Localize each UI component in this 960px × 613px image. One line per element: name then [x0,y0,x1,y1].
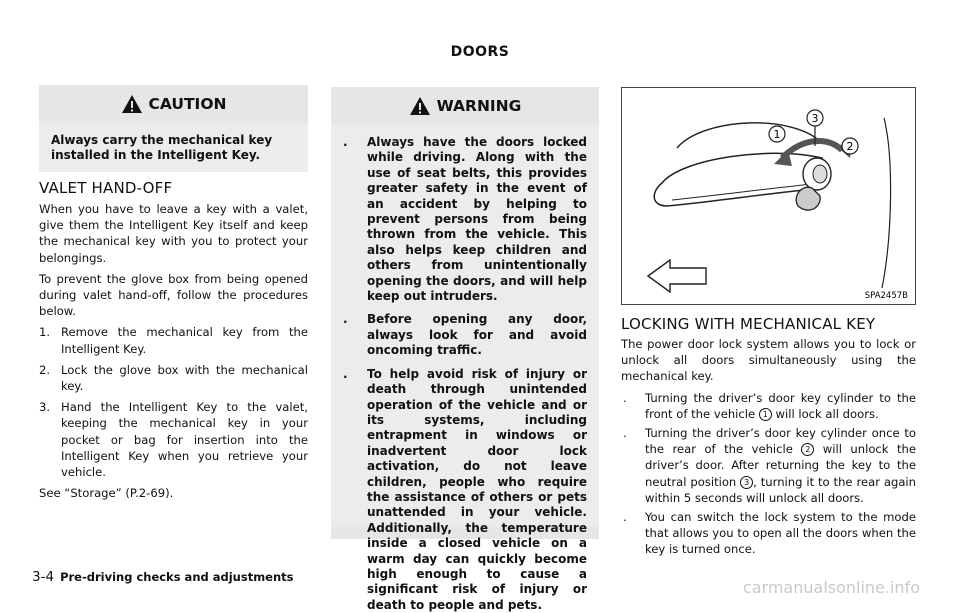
callout-1 [769,126,785,142]
section-title: Pre-driving checks and adjustments [60,570,294,584]
valet-section [39,179,308,506]
locking-bullets [621,390,916,558]
list-item: . To help avoid risk of injury or death through unintended operation of the vehicle and or its systems, including entrapment in windows or inadvertent door lock activation, do not leave children, people who require the assistance of others or pets unattended in your vehicle. Additionally, the temperature inside a closed vehicle on a warm day can quickly become high enough to cause a significant risk of injury or death to people and pets. [343,366,587,612]
warning-box [331,87,599,612]
warning-list [337,135,587,613]
valet-para-1: When you have to leave a key with a valet, give them the Intelligent Key itself and keep the mechanical key with you to protect your belongings. [39,202,308,265]
valet-heading: VALET HAND-OFF [39,179,173,197]
list-item: . Turning the driver’s door key cylinder to the front of the vehicle 1 will lock all doors. [623,390,916,421]
locking-section [621,315,916,561]
list-item: . You can switch the lock system to the mode that allows you to open all the doors when the key is turned once. [623,510,916,557]
callout-2 [842,138,858,154]
callout-ref: 3 [740,476,753,489]
locking-heading: LOCKING WITH MECHANICAL KEY [621,315,876,333]
page-number: 3-4 [32,569,55,585]
list-item: . Before opening any door, always look for and avoid oncoming traffic. [343,312,587,358]
door-handle-figure [621,87,916,305]
warning-triangle-icon [409,96,431,116]
list-item: 1. Remove the mechanical key from the Intelligent Key. [39,325,308,356]
valet-steps [39,324,308,480]
valet-para-2: To prevent the glove box from being opened during valet hand-off, follow the procedures below. [39,271,308,319]
list-item: . Always have the doors locked while driving. Along with the use of seat belts, this provides greater safety in the event of an accident by helping to prevent persons from being thrown from the vehicle. This also helps keep children and others from unintentionally opening the doors, and will help keep out intruders. [343,135,587,304]
callout-ref: 2 [801,443,814,456]
page-footer [32,569,294,585]
svg-text:3: 3 [811,112,819,125]
svg-text:1: 1 [773,128,781,141]
list-item: 2. Lock the glove box with the mechanical key. [39,362,308,394]
figure-code: SPA2457B [864,291,908,301]
caution-title: CAUTION [148,95,227,113]
caution-heading [39,85,308,123]
warning-title: WARNING [436,97,522,115]
caution-box [39,85,308,165]
list-item: . Turning the driver’s door key cylinder once to the rear of the vehicle 2 will unlock the driver’s door. After returning the key to the neutral position 3 , turning it to the rear again within 5 seconds will unlock all doors. [623,426,916,505]
watermark: carmanualsonline.info [742,578,920,597]
page-header: DOORS [450,44,510,60]
see-reference: See “Storage” (P.2-69). [39,486,174,501]
door-handle-illustration [622,88,915,304]
list-item: 3. Hand the Intelligent Key to the valet, keeping the mechanical key in your pocket or bag for insertion into the Intelligent Key when you retrieve your vehicle. [39,400,308,480]
callout-ref: 1 [759,408,772,421]
svg-text:2: 2 [846,140,854,153]
warning-heading [331,87,599,125]
warning-triangle-icon [121,94,143,114]
caution-text: Always carry the mechanical key installed in the Intelligent Key. [39,123,308,172]
callout-3 [807,110,823,126]
locking-intro: The power door lock system allows you to lock or unlock all doors simultaneously using the mechanical key. [621,337,916,384]
